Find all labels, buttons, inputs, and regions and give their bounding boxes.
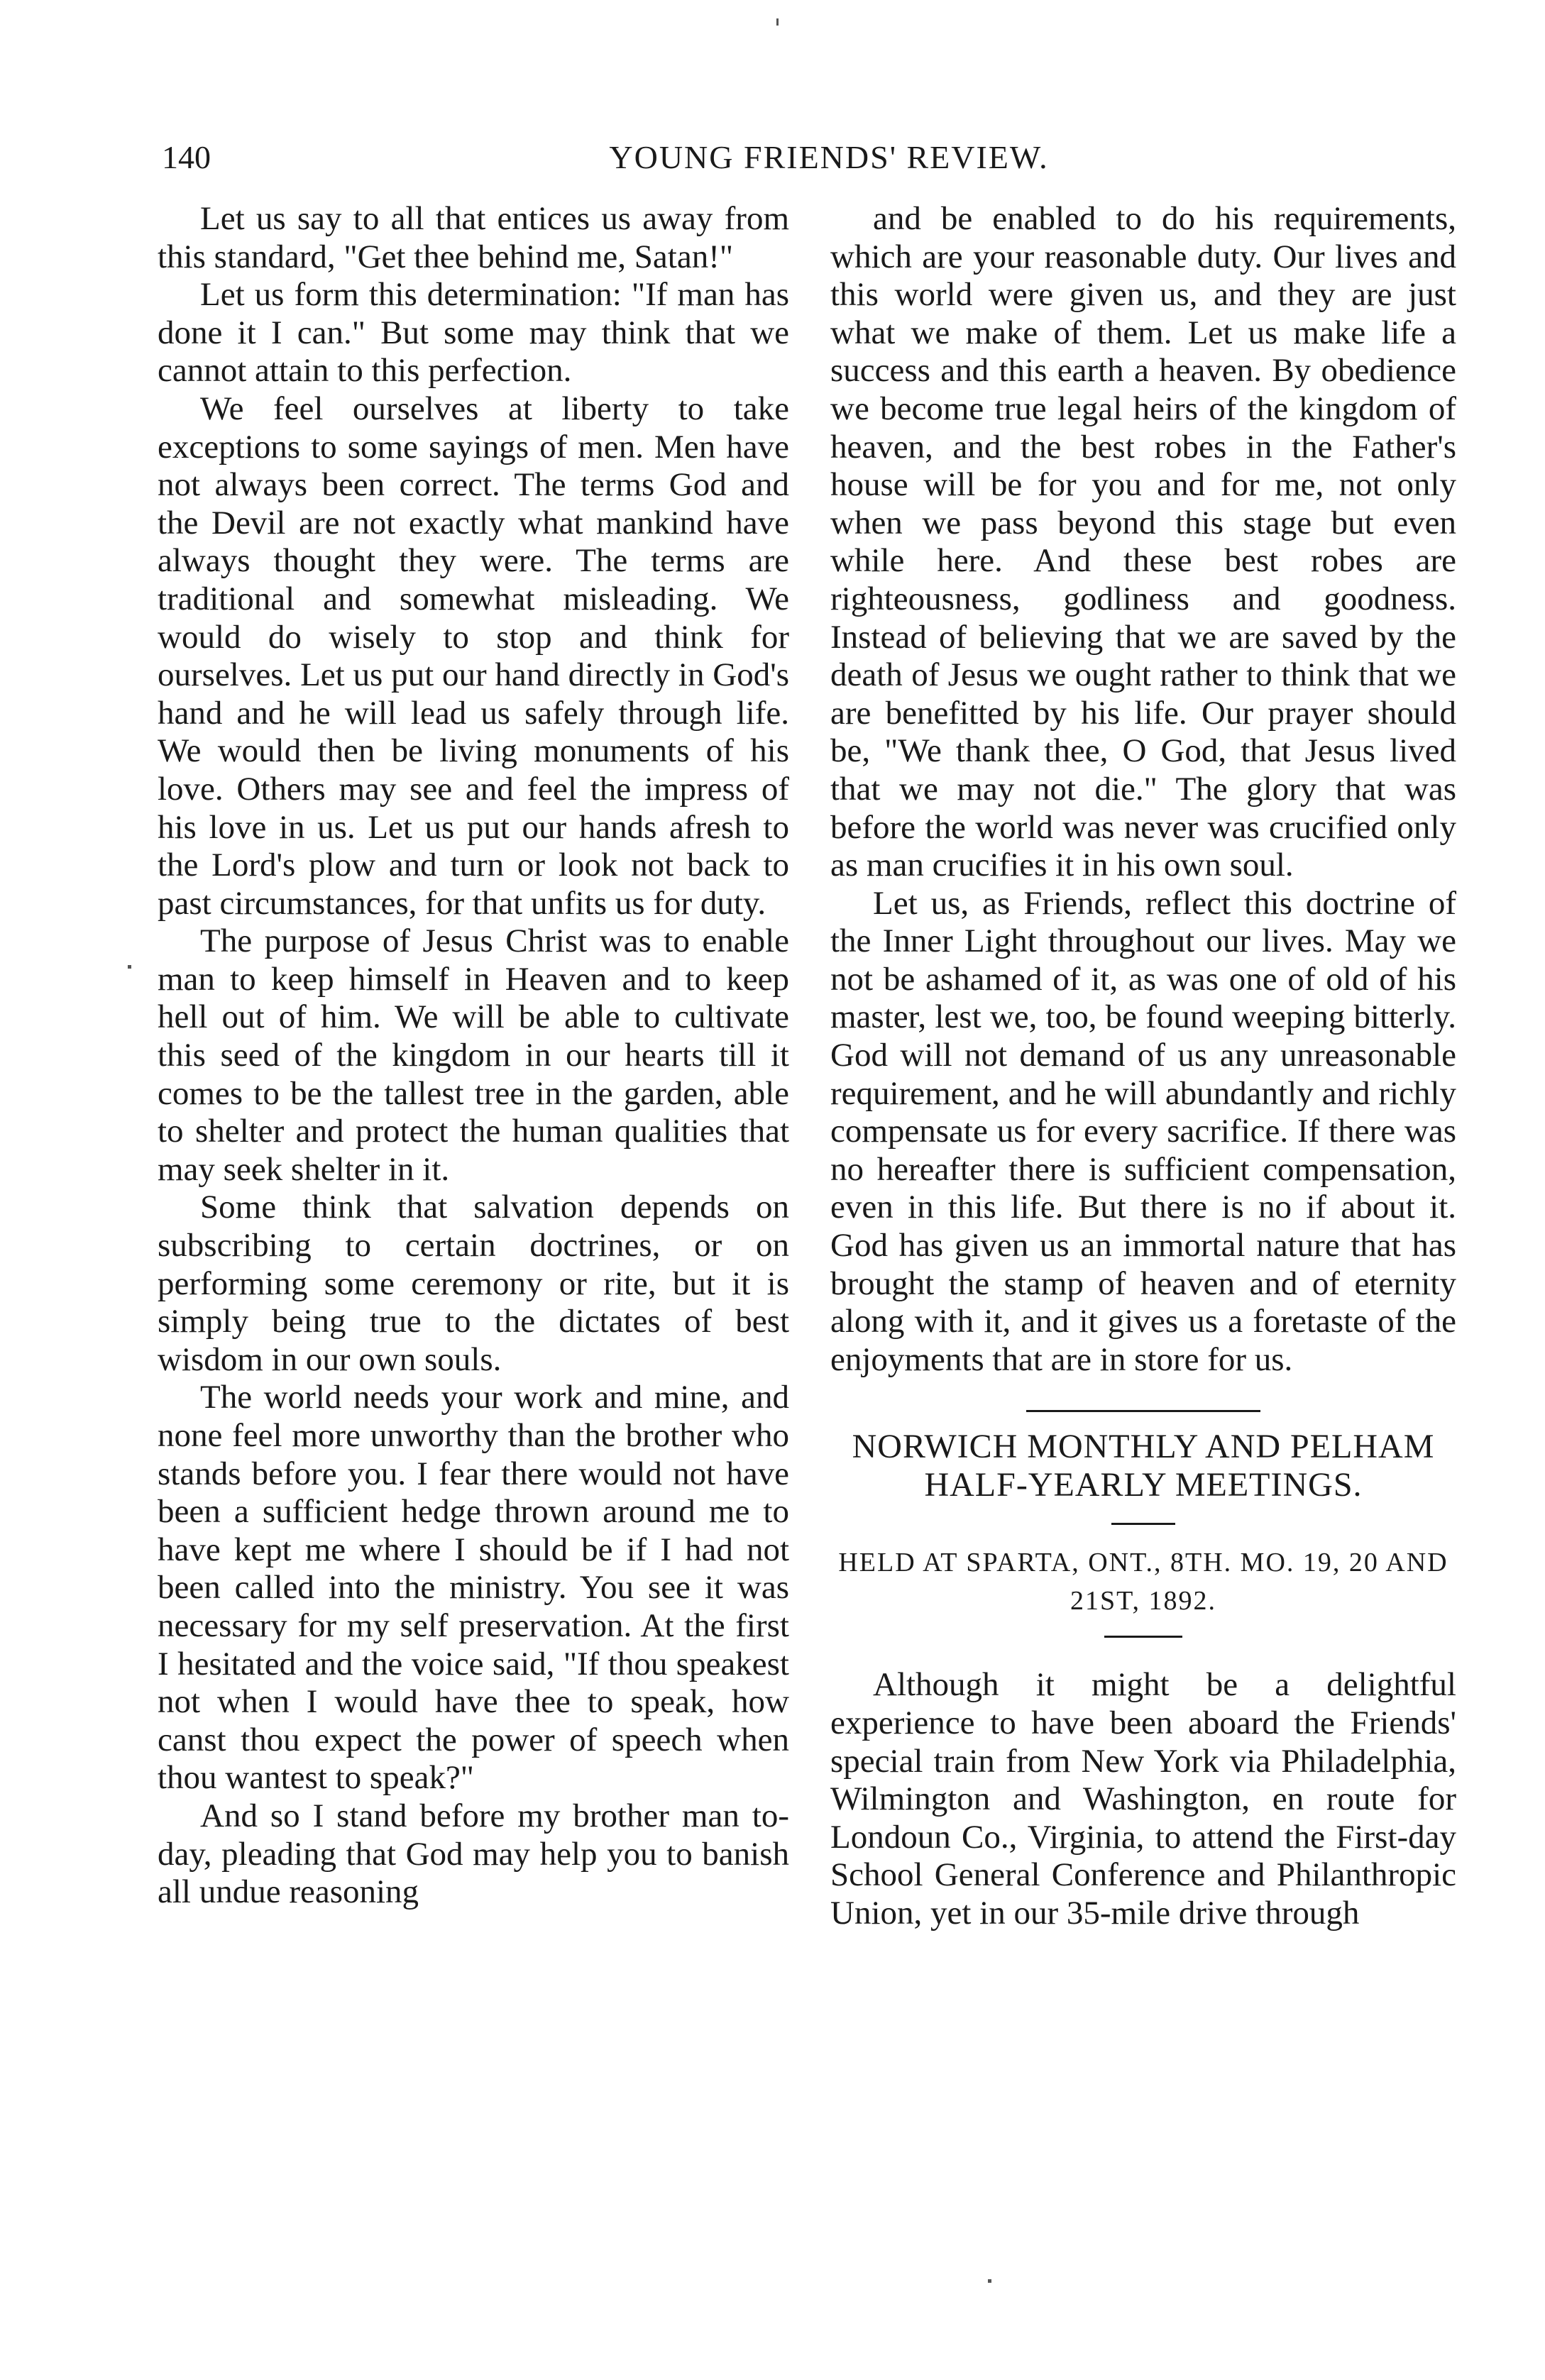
left-paragraph-6: The world needs your work and mine, and none feel more unworthy than the brother who stands before you. I fear there would not have been a sufficient hedge thrown around me to have kept me where I should be if I had not been called into the ministry. You see it was necessary for my self preservation. At the first I hesitated and the voice said, "If thou speakest not when I would have thee to speak, how canst thou expect the power of speech when thou wantest to speak?" xyxy=(158,1379,789,1797)
right-column xyxy=(830,200,1456,1933)
subtitle-divider-rule xyxy=(1104,1636,1182,1638)
section-title: NORWICH MONTHLY AND PELHAM HALF-YEARLY MEETINGS. xyxy=(852,1428,1435,1504)
left-paragraph-1: Let us say to all that entices us away from this standard, "Get thee behind me, Satan!" xyxy=(158,200,789,275)
right-paragraph-2: Let us, as Friends, reflect this doctrine of the Inner Light throughout our lives. May we not be ashamed of it, as was one of old of his master, lest we, too, be found weeping bitterly. God will not demand of us any unreasonable requirement, and he will abundantly and richly compensate us for every sacrifice. If there was no hereafter there is sufficient compensation, even in this life. But there is no if about it. God has given us an immortal nature that has brought the stamp of heaven and of eternity along with it, and it gives us a foretaste of the enjoyments that are in store for us. xyxy=(830,884,1456,1378)
left-paragraph-3: We feel ourselves at liberty to take exceptions to some sayings of men. Men have not always been correct. The terms God and the Devil are not exactly what mankind have always thought they were. The terms are traditional and somewhat misleading. We would do wisely to stop and think for ourselves. Let us put our hand directly in God's hand and he will lead us safely through life. We would then be living monuments of his love. Others may see and feel the impress of his love in us. Let us put our hands afresh to the Lord's plow and turn or look not back to past circumstances, for that unfits us for duty. xyxy=(158,390,789,922)
section-subtitle: HELD AT SPARTA, ONT., 8TH. MO. 19, 20 AND 21ST, 1892. xyxy=(838,1548,1448,1616)
left-paragraph-7: And so I stand before my brother man to-day, pleading that God may help you to banish all undue reasoning xyxy=(158,1797,789,1911)
page-number: 140 xyxy=(162,139,211,175)
bottom-speck xyxy=(988,2279,991,2283)
section-paragraph: Although it might be a delightful experience to have been aboard the Friends' special train from New York via Philadelphia, Wilmington and Washington, en route for Londoun Co., Virginia, to attend the First-day School General Conference and Philanthropic Union, yet in our 35-mile drive through xyxy=(830,1666,1456,1932)
section-divider-rule xyxy=(1026,1410,1260,1412)
right-paragraph-1: and be enabled to do his requirements, which are your reasonable duty. Our lives and this world were given us, and they are just what we make of them. Let us make life a success and this earth a heaven. By obedience we become true legal heirs of the kingdom of heaven, and the best robes in the Father's house will be for you and for me, not only when we pass beyond this stage but even while here. And these best robes are righteousness, godliness and goodness. Instead of believing that we are saved by the death of Jesus we ought rather to think that we are benefitted by his life. Our prayer should be, "We thank thee, O God, that Jesus lived that we may not die." The glory that was before the world was never was crucified only as man crucifies it in his own soul. xyxy=(830,200,1456,884)
running-title: YOUNG FRIENDS' REVIEW. xyxy=(609,139,1049,175)
left-column xyxy=(158,200,789,1912)
margin-speck xyxy=(128,965,131,969)
left-paragraph-5: Some think that salvation depends on subscribing to certain doctrines, or on performing some ceremony or rite, but it is simply being true to the dictates of best wisdom in our own souls. xyxy=(158,1189,789,1378)
page-header xyxy=(162,136,1453,179)
left-paragraph-4: The purpose of Jesus Christ was to enable man to keep himself in Heaven and to keep hell out of him. We will be able to cultivate this seed of the kingdom in our hearts till it comes to be the tallest tree in the garden, able to shelter and protect the human qualities that may seek shelter in it. xyxy=(158,922,789,1188)
title-divider-rule xyxy=(1111,1523,1175,1525)
top-speck xyxy=(776,18,779,26)
left-paragraph-2: Let us form this determination: "If man has done it I can." But some may think that we cannot attain to this perfection. xyxy=(158,276,789,390)
